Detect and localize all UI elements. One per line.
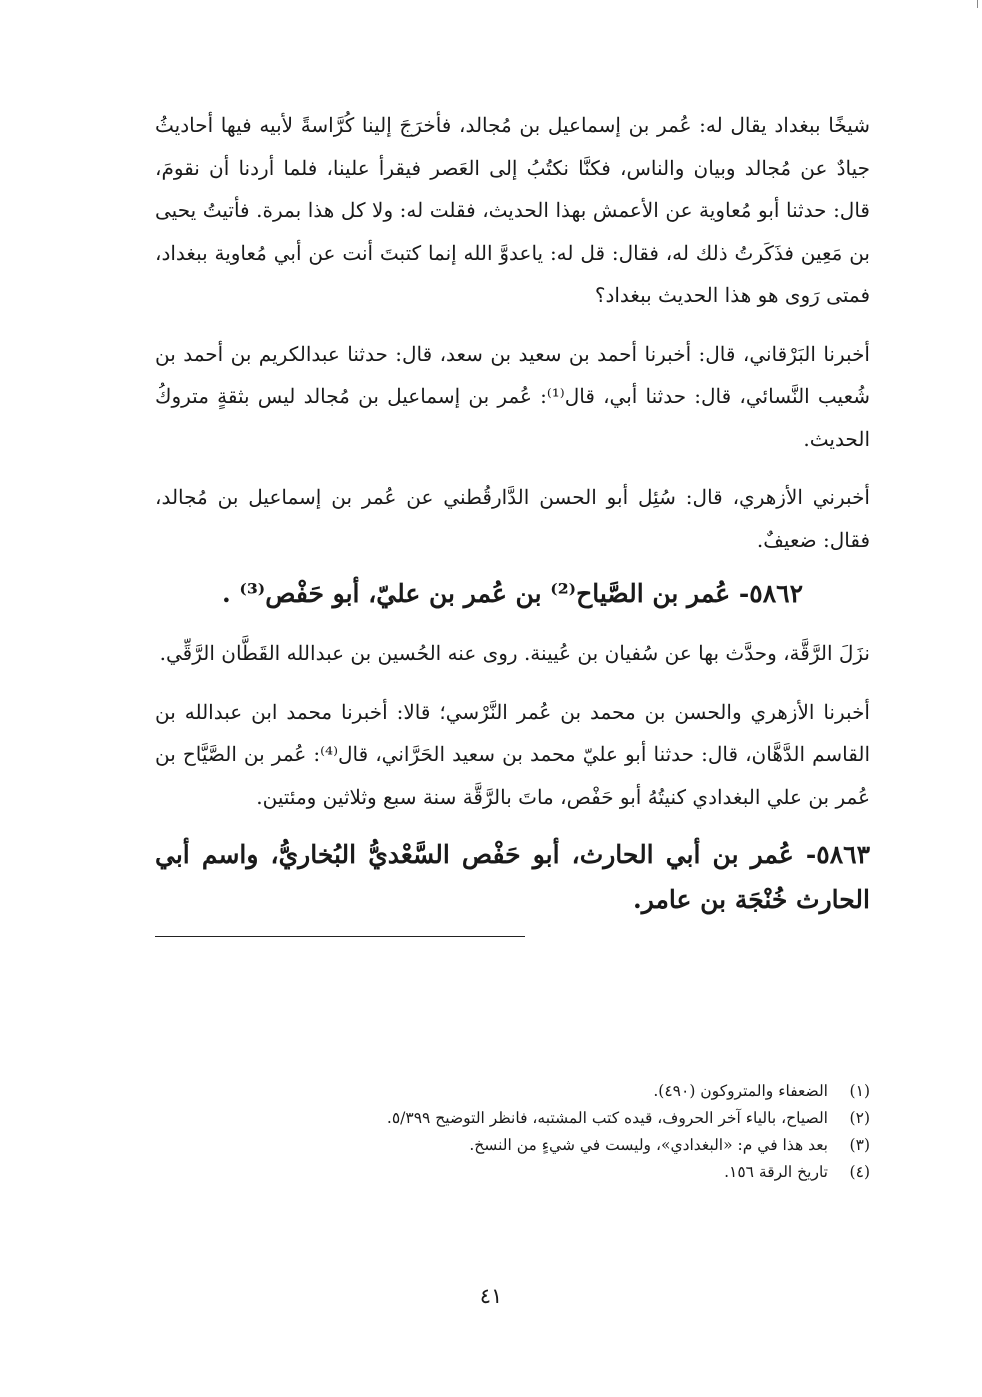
paragraph: أخبرنا البَرْقاني، قال: أخبرنا أحمد بن سعيد بن سعد، قال: حدثنا عبدالكريم بن أحمد بن شُعيب النَّسائي، قال: حدثنا أبي، قال⁽¹⁾: عُمر بن إسماعيل بن مُجالد ليس بثقةٍ متروكُ الحديث. <box>155 341 870 451</box>
paragraph: شيخًا ببغداد يقال له: عُمر بن إسماعيل بن مُجالد، فأخرَجَ إلينا كُرَّاسةً لأبيه فيها أحاديثُ جيادٌ عن مُجالد وبيان والناس، فكنَّا نكتُبُ إلى العَصر فيقرأ علينا، فلما أردنا أن نقومَ، قال: حدثنا أبو مُعاوية عن الأعمش بهذا الحديث، فقلت له: ولا كل هذا بمرة. فأتيتُ يحيى بن مَعِين فذَكَرتُ ذلك له، فقال: قل له: ياعدوَّ الله إنما كتبتَ أنت عن أبي مُعاوية ببغداد، فمتى رَوى هو هذا الحديث ببغداد؟ <box>155 113 870 307</box>
footnote-text: الضعفاء والمتروكون (٤٩٠). <box>653 1082 828 1100</box>
footnote-number: (١) <box>849 1082 870 1100</box>
footnote <box>155 1078 870 1105</box>
footnotes <box>155 1078 870 1186</box>
footnote-text: بعد هذا في م: «البغدادي»، وليست في شيءٍ من النسخ. <box>469 1136 828 1154</box>
page-body <box>155 104 870 922</box>
footnote-text: الصياح، بالياء آخر الحروف، قيده كتب المشتبه، فانظر التوضيح ٥/٣٩٩. <box>386 1109 828 1127</box>
footnote-number: (٢) <box>849 1109 870 1127</box>
entry-heading: ٥٨٦٢- عُمر بن الصَّياح⁽²⁾ بن عُمر بن عليّ، أبو حَفْص⁽³⁾ . <box>221 579 804 608</box>
footnote-text: تاريخ الرقة ١٥٦. <box>724 1163 828 1181</box>
entry-heading: ٥٨٦٣- عُمر بن أبي الحارث، أبو حَفْص السَّعْديُّ البُخاريُّ، واسم أبي الحارث خُنْجَة بن عامر. <box>155 840 870 914</box>
footnote <box>155 1159 870 1186</box>
footnote-number: (٣) <box>849 1136 870 1154</box>
footnote <box>155 1105 870 1132</box>
paragraph: أخبرنا الأزهري والحسن بن محمد بن عُمر النَّرْسي؛ قالا: أخبرنا محمد ابن عبدالله بن القاسم الدَّهَّان، قال: حدثنا أبو عليّ محمد بن سعيد الحَرَّاني، قال⁽⁴⁾: عُمر بن الصَّيَّاح بن عُمر بن علي البغدادي كنيتُهُ أبو حَفْص، ماتَ بالرَّقَّة سنة سبع وثلاثين ومئتين. <box>155 699 871 809</box>
footnote-separator <box>155 936 525 937</box>
paragraph: نزَلَ الرَّقَّة، وحدَّث بها عن سُفيان بن عُيينة. روى عنه الحُسين بن عبدالله القَطَّان الرَّقِّي. <box>159 641 870 665</box>
footnote-number: (٤) <box>849 1163 870 1181</box>
footnote <box>155 1132 870 1159</box>
page-corner-mark <box>977 0 982 8</box>
page-number: ٤١ <box>479 1284 503 1308</box>
paragraph: أخبرني الأزهري، قال: سُئِل أبو الحسن الدَّارقُطني عن عُمر بن إسماعيل بن مُجالد، فقال: ضعيفٌ. <box>155 485 870 552</box>
